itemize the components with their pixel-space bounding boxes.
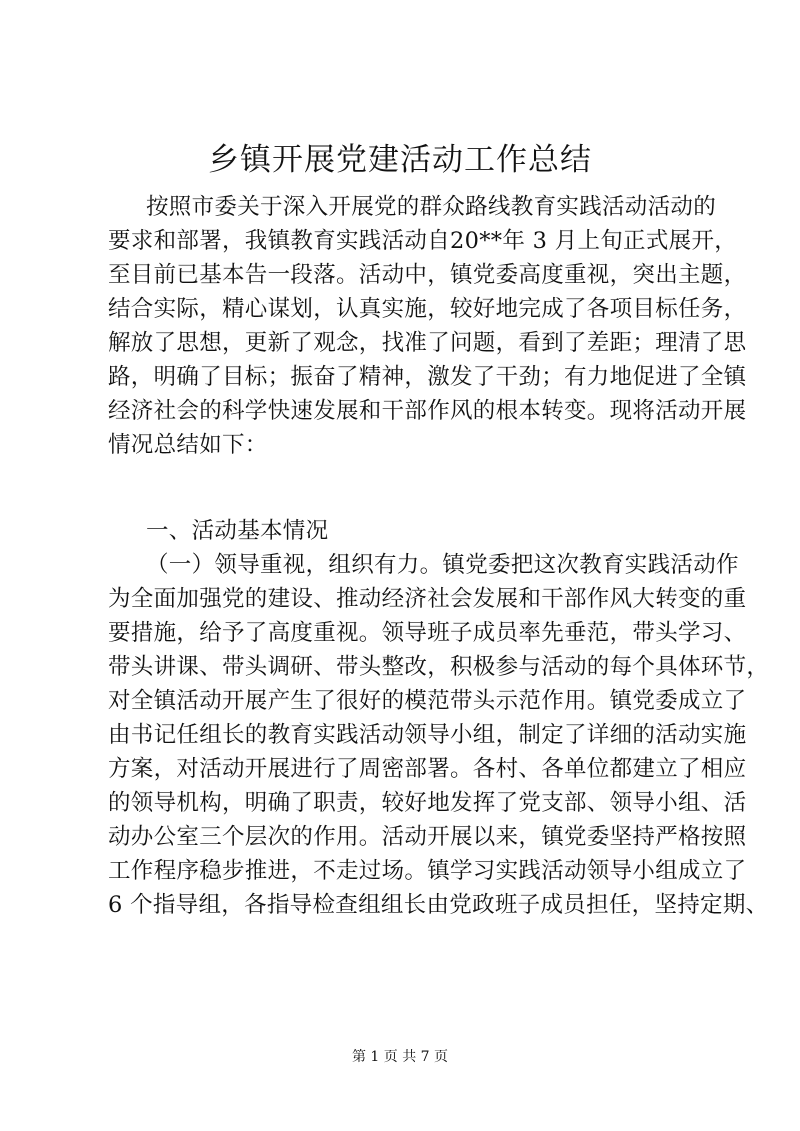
paragraph-line: 6 个指导组，各指导检查组组长由党政班子成员担任，坚持定期、 <box>108 892 769 918</box>
paragraph-line: （一）领导重视，组织有力。镇党委把这次教育实践活动作 <box>146 552 739 578</box>
paragraph-line: 按照市委关于深入开展党的群众路线教育实践活动活动的 <box>146 194 717 220</box>
paragraph-line: 工作程序稳步推进，不走过场。镇学习实践活动领导小组成立了 <box>108 858 747 884</box>
paragraph-line: 情况总结如下： <box>108 432 268 458</box>
paragraph-line: 解放了思想，更新了观念，找准了问题，看到了差距；理清了思 <box>108 330 747 356</box>
paragraph-line: 至目前已基本告一段落。活动中，镇党委高度重视，突出主题， <box>108 262 747 288</box>
paragraph-line: 经济社会的科学快速发展和干部作风的根本转变。现将活动开展 <box>108 398 747 424</box>
paragraph-line: 对全镇活动开展产生了很好的模范带头示范作用。镇党委成立了 <box>108 688 747 714</box>
paragraph-line: 方案，对活动开展进行了周密部署。各村、各单位都建立了相应 <box>108 756 747 782</box>
document-title: 乡镇开展党建活动工作总结 <box>208 142 592 178</box>
paragraph-line: 为全面加强党的建设、推动经济社会发展和干部作风大转变的重 <box>108 586 747 612</box>
paragraph-line: 要措施，给予了高度重视。领导班子成员率先垂范，带头学习、 <box>108 620 747 646</box>
paragraph-line: 路，明确了目标；振奋了精神，激发了干劲；有力地促进了全镇 <box>108 364 747 390</box>
paragraph-line: 结合实际，精心谋划，认真实施，较好地完成了各项目标任务， <box>108 296 747 322</box>
paragraph-line: 带头讲课、带头调研、带头整改，积极参与活动的每个具体环节， <box>108 654 770 680</box>
paragraph-line: 的领导机构，明确了职责，较好地发挥了党支部、领导小组、活 <box>108 790 747 816</box>
paragraph-line: 要求和部署，我镇教育实践活动自20**年 3 月上旬正式展开， <box>108 228 738 254</box>
paragraph-line: 动办公室三个层次的作用。活动开展以来，镇党委坚持严格按照 <box>108 824 747 850</box>
page-number-footer: 第 1 页 共 7 页 <box>351 1049 449 1065</box>
section-heading: 一、活动基本情况 <box>146 518 329 544</box>
paragraph-line: 由书记任组长的教育实践活动领导小组，制定了详细的活动实施 <box>108 722 747 748</box>
